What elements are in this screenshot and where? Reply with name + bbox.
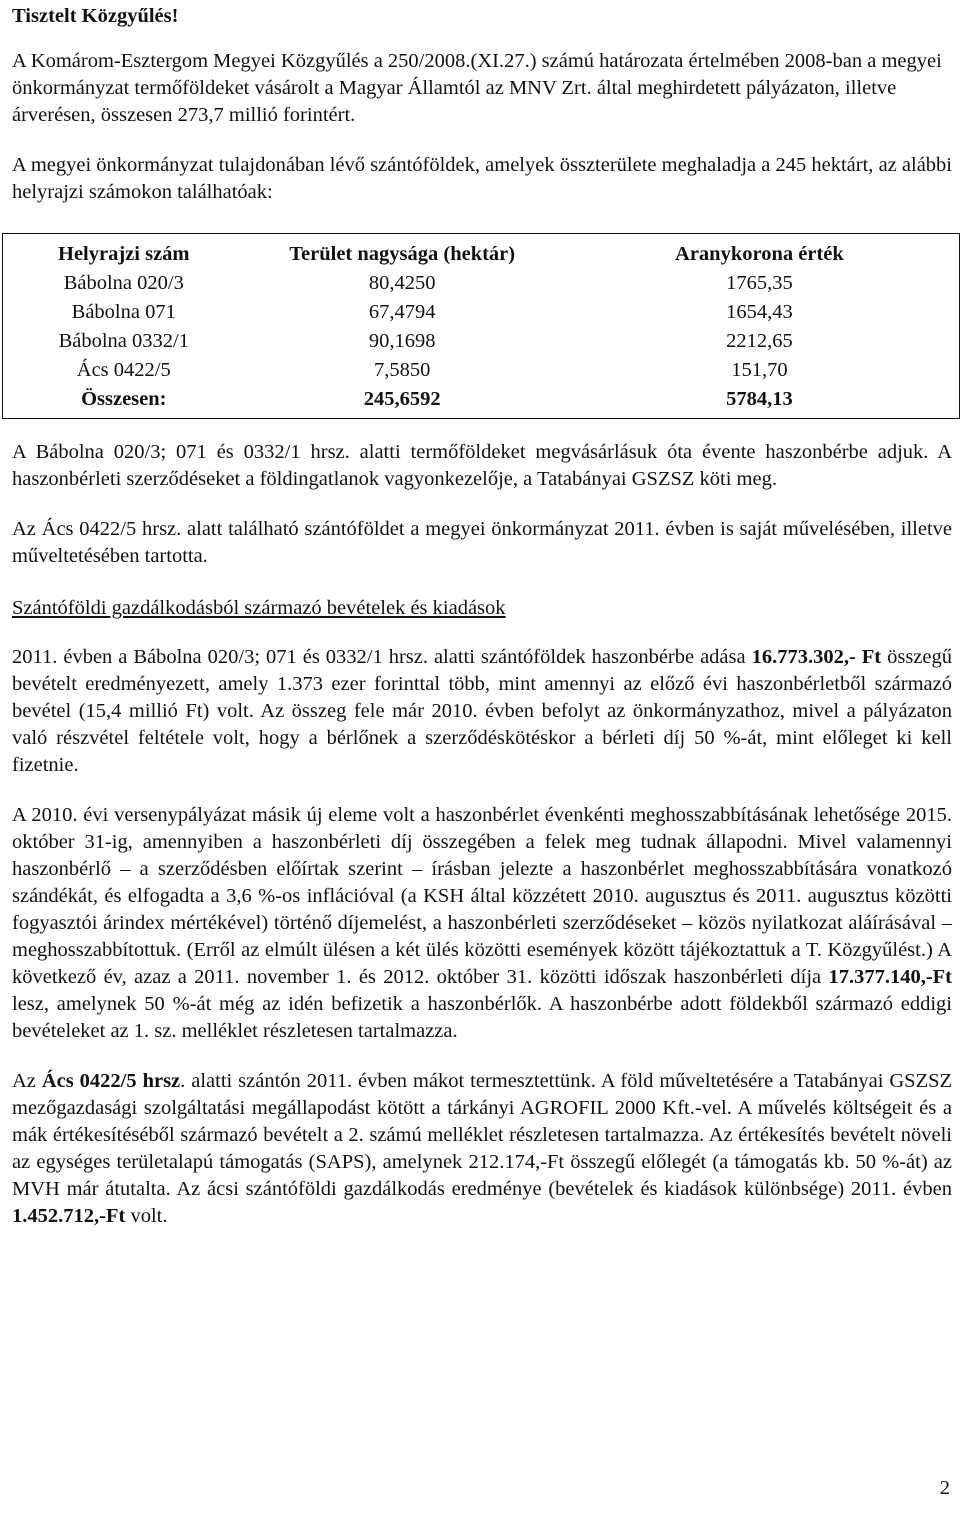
acs-result-amount: 1.452.712,-Ft bbox=[12, 1205, 126, 1227]
cell-value: 1654,43 bbox=[726, 301, 793, 323]
document-page bbox=[12, 0, 952, 1230]
header-area: Terület nagysága (hektár) bbox=[289, 243, 516, 265]
table-header-row bbox=[3, 234, 960, 270]
header-gold-crown-value: Aranykorona érték bbox=[675, 243, 844, 265]
cell-value: 2212,65 bbox=[726, 330, 793, 352]
intro-paragraph: A Komárom-Esztergom Megyei Közgyűlés a 250/2008.(XI.27.) számú határozata értelmében 2008-ban a megyei önkormányzat termőföldeket vásárolt a Magyar Államtól az MNV Zrt. által meghirdetett pályázaton, illetve árverésen, összesen 273,7 millió forintért. bbox=[12, 50, 942, 126]
cell-parcel: Bábolna 020/3 bbox=[63, 272, 184, 294]
table-row bbox=[3, 298, 960, 327]
income-2011-paragraph bbox=[12, 644, 952, 779]
tender-2010-text-rest: lesz, amelynek 50 %-át még az idén befizetik a haszonbérlők. A haszonbérbe adott földekből származó eddigi bevételeket az 1. sz. melléklet részletesen tartalmazza. bbox=[12, 993, 952, 1042]
income-2011-text: 2011. évben a Bábolna 020/3; 071 és 0332/1 hrsz. alatti szántóföldek haszonbérbe adása bbox=[12, 646, 752, 668]
cell-area: 80,4250 bbox=[368, 272, 436, 294]
cell-value: 151,70 bbox=[731, 359, 788, 381]
header-parcel-number: Helyrajzi szám bbox=[58, 243, 190, 265]
acs-poppy-paragraph bbox=[12, 1068, 952, 1230]
table-row bbox=[3, 327, 960, 356]
cell-parcel: Ács 0422/5 bbox=[76, 359, 171, 381]
cell-area: 7,5850 bbox=[373, 359, 431, 381]
greeting-heading: Tisztelt Közgyűlés! bbox=[12, 5, 179, 27]
income-2011-text-rest: összegű bevételt eredményezett, amely 1.373 ezer forinttal több, mint amennyi az előző évi haszonbérletből származó bevétel (15,4 millió Ft) volt. Az összeg fele már 2010. évben befolyt az önkormányzathoz, mivel a pályázaton való részvétel feltétele volt, hogy a bérlőnek a szerződéskötéskor a bérleti díj 50 %-át, mint előleget ki kell fizetnie. bbox=[12, 646, 952, 776]
babolna-lease-paragraph: A Bábolna 020/3; 071 és 0332/1 hrsz. alatti termőföldeket megvásárlásuk óta évente haszonbérbe adjuk. A haszonbérleti szerződéseket a földingatlanok vagyonkezelője, a Tatabányai GSZSZ köti meg. bbox=[12, 441, 952, 490]
tender-2010-paragraph bbox=[12, 802, 952, 1045]
section-title: Szántóföldi gazdálkodásból származó bevételek és kiadások bbox=[12, 597, 506, 619]
acs-poppy-text-mid: . alatti szántón 2011. évben mákot termesztettünk. A föld műveltetésére a Tatabányai GSZSZ mezőgazdasági szolgáltatási megállapodást kötött a tárkányi AGROFIL 2000 Kft.-vel. A művelés költségeit és a mák értékesítéséből származó bevételt a 2. számú melléklet részletesen tartalmazza. Az értékesítés bevételt növeli az egységes területalapú támogatás (SAPS), amelynek 212.174,-Ft összegű előlegét (a támogatás kb. 50 %-át) az MVH már átutalta. Az ácsi szántóföldi gazdálkodás eredménye (bevételek és kiadások különbsége) 2011. évben bbox=[12, 1070, 953, 1200]
cell-parcel: Bábolna 071 bbox=[71, 301, 176, 323]
acs-poppy-text: Az bbox=[12, 1070, 42, 1092]
tender-2010-text: A 2010. évi versenypályázat másik új eleme volt a haszonbérlet évenkénti meghosszabbításának lehetősége 2015. október 31-ig, amennyiben a haszonbérleti díj összegében a felek meg tudnak állapodni. Mivel valamennyi haszonbérlő – a szerződésben előírtak szerint – írásban jelezte a haszonbérlet meghosszabbítására vonatkozó szándékát, és elfogadta a 3,6 %-os inflációval (a KSH által közzétett 2010. augusztus és 2011. augusztus közötti fogyasztói árindex mértékével) történő díjemelést, a haszonbérleti szerződéseket – közös nyilatkozat aláírásával – meghosszabbítottuk. (Erről az elmúlt ülésen a két ülés közötti események között tájékoztattuk a T. Közgyűlést.) A következő év, azaz a 2011. november 1. és 2012. október 31. közötti időszak haszonbérleti díja bbox=[12, 804, 952, 988]
table-total-row bbox=[3, 385, 960, 419]
table-row bbox=[3, 356, 960, 385]
cell-area: 90,1698 bbox=[368, 330, 436, 352]
total-value: 5784,13 bbox=[726, 388, 793, 410]
cell-parcel: Bábolna 0332/1 bbox=[58, 330, 189, 352]
total-label: Összesen: bbox=[81, 388, 167, 410]
parcels-table bbox=[2, 233, 960, 419]
land-intro-paragraph: A megyei önkormányzat tulajdonában lévő szántóföldek, amelyek összterülete meghaladja a 245 hektárt, az alábbi helyrajzi számokon találhatóak: bbox=[12, 154, 952, 203]
cell-value: 1765,35 bbox=[726, 272, 793, 294]
income-2011-amount: 16.773.302,- Ft bbox=[751, 646, 882, 668]
total-area: 245,6592 bbox=[363, 388, 441, 410]
cell-area: 67,4794 bbox=[368, 301, 436, 323]
page-number: 2 bbox=[939, 1477, 950, 1499]
acs-poppy-text-end: volt. bbox=[125, 1205, 168, 1227]
lease-fee-amount: 17.377.140,-Ft bbox=[828, 966, 952, 988]
acs-parcel-ref: Ács 0422/5 hrsz bbox=[41, 1070, 181, 1092]
acs-farming-paragraph: Az Ács 0422/5 hrsz. alatt található szántóföldet a megyei önkormányzat 2011. évben is saját művelésében, illetve műveltetésében tartotta. bbox=[12, 518, 952, 567]
table-row bbox=[3, 269, 960, 298]
